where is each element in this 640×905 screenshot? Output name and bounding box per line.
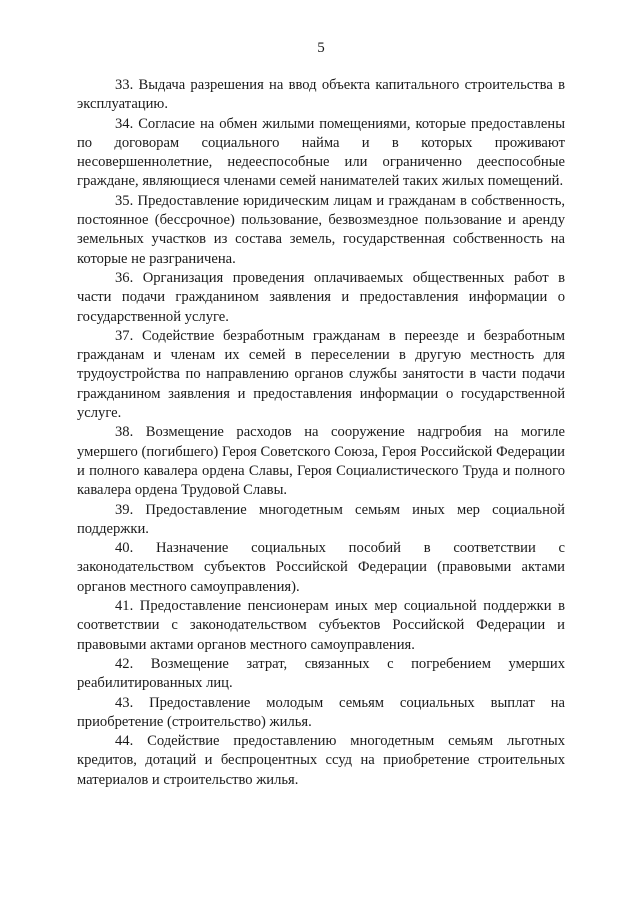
document-page — [77, 38, 565, 790]
list-item-36: 36. Организация проведения оплачиваемых общественных работ в части подачи гражданином заявления и предоставления информации о государственной услуге. — [77, 269, 565, 325]
list-item-44: 44. Содействие предоставлению многодетным семьям льготных кредитов, дотаций и беспроцентных ссуд на приобретение строительных материалов и строительство жилья. — [77, 733, 565, 788]
list-item-33: 33. Выдача разрешения на ввод объекта капитального строительства в эксплуатацию. — [77, 77, 565, 113]
list-item-43: 43. Предоставление молодым семьям социальных выплат на приобретение (строительство) жилья. — [77, 694, 565, 730]
list-item-38: 38. Возмещение расходов на сооружение надгробия на могиле умершего (погибшего) Героя Советского Союза, Героя Российской Федерации и полного кавалера ордена Славы, Героя Социалистического Труда и полного кавалера ордена Трудовой Славы. — [77, 424, 565, 499]
list-item-35: 35. Предоставление юридическим лицам и гражданам в собственность, постоянное (бессрочное) пользование, безвозмездное пользование и аренду земельных участков из состава земель, государственная собственность на которые не разграничена. — [77, 192, 565, 267]
list-item-37: 37. Содействие безработным гражданам в переезде и безработным гражданам и членам их семей в переселении в другую местность для трудоустройства по направлению органов службы занятости в части подачи гражданином заявления и предоставления информации о государственной услуге. — [77, 327, 565, 422]
list-item-40: 40. Назначение социальных пособий в соответствии с законодательством субъектов Российской Федерации (правовыми актами органов местного самоуправления). — [77, 540, 565, 595]
list-item-39: 39. Предоставление многодетным семьям иных мер социальной поддержки. — [77, 501, 565, 537]
list-item-42: 42. Возмещение затрат, связанных с погребением умерших реабилитированных лиц. — [77, 655, 565, 692]
page-number: 5 — [317, 40, 325, 56]
list-item-34: 34. Согласие на обмен жилыми помещениями, которые предоставлены по договорам социального найма и в которых проживают несовершеннолетние, недееспособные или ограниченно дееспособные граждане, являющиеся членами семей нанимателей таких жилых помещений. — [77, 115, 565, 190]
list-item-41: 41. Предоставление пенсионерам иных мер социальной поддержки в соответствии с законодательством субъектов Российской Федерации и правовыми актами органов местного самоуправления. — [77, 598, 565, 653]
